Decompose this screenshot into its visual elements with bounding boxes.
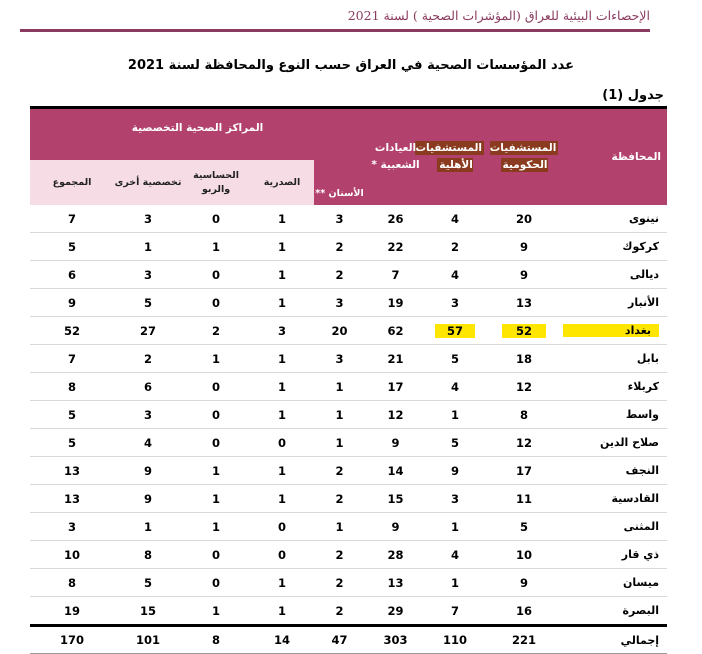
cell-chest: 1 [250, 597, 314, 626]
cell-dental: 2 [314, 569, 365, 597]
table-row [30, 289, 667, 317]
cell-dental: 2 [314, 541, 365, 569]
cell-province: ذي قار [564, 541, 667, 569]
cell-gov: 10 [484, 541, 564, 569]
cell-allergy: 0 [182, 261, 250, 289]
cell-total: 52 [30, 317, 114, 345]
cell-other: 1 [114, 233, 182, 261]
total-province: إجمالي [564, 626, 667, 654]
cell-allergy: 0 [182, 289, 250, 317]
highlighted-province: بغداد [563, 324, 659, 337]
total-allergy: 8 [182, 626, 250, 654]
cell-clinics: 17 [365, 373, 426, 401]
cell-gov: 12 [484, 429, 564, 457]
cell-other: 9 [114, 457, 182, 485]
highlighted-value: 57 [435, 324, 475, 338]
cell-province: النجف [564, 457, 667, 485]
header-public-clinics: العيادات الشعبية * [365, 108, 426, 206]
cell-allergy: 0 [182, 569, 250, 597]
cell-province: ديالى [564, 261, 667, 289]
cell-total: 3 [30, 513, 114, 541]
total-dental: 47 [314, 626, 365, 654]
table-row [30, 233, 667, 261]
cell-gov: 8 [484, 401, 564, 429]
cell-private: 2 [426, 233, 484, 261]
running-header: الإحصاءات البيئية للعراق (المؤشرات الصحية ) لسنة 2021 [347, 8, 650, 23]
cell-gov: 9 [484, 569, 564, 597]
cell-allergy: 0 [182, 373, 250, 401]
cell-clinics: 28 [365, 541, 426, 569]
cell-province: نينوى [564, 205, 667, 233]
cell-private: 4 [426, 205, 484, 233]
header-specialized-centers: المراكز الصحية التخصصية [30, 108, 365, 161]
table-row [30, 485, 667, 513]
cell-private: 4 [426, 541, 484, 569]
cell-other: 1 [114, 513, 182, 541]
cell-private: 4 [426, 261, 484, 289]
cell-private: 1 [426, 569, 484, 597]
cell-allergy: 2 [182, 317, 250, 345]
cell-allergy: 0 [182, 541, 250, 569]
cell-chest: 1 [250, 205, 314, 233]
table-row [30, 597, 667, 626]
cell-total: 5 [30, 401, 114, 429]
cell-clinics: 62 [365, 317, 426, 345]
cell-total: 5 [30, 429, 114, 457]
cell-total: 13 [30, 457, 114, 485]
cell-chest: 0 [250, 541, 314, 569]
cell-allergy: 1 [182, 345, 250, 373]
cell-chest: 1 [250, 345, 314, 373]
table-row [30, 205, 667, 233]
table-row [30, 317, 667, 345]
cell-clinics: 19 [365, 289, 426, 317]
cell-dental: 2 [314, 261, 365, 289]
highlighted-value: 52 [502, 324, 546, 338]
table-row [30, 401, 667, 429]
cell-clinics: 15 [365, 485, 426, 513]
cell-chest: 1 [250, 233, 314, 261]
total-other: 101 [114, 626, 182, 654]
cell-dental: 2 [314, 457, 365, 485]
cell-chest: 0 [250, 429, 314, 457]
cell-clinics: 14 [365, 457, 426, 485]
header-chest: الصدرية [250, 160, 314, 205]
cell-gov: 11 [484, 485, 564, 513]
cell-chest: 1 [250, 289, 314, 317]
header-total: المجموع [30, 160, 114, 205]
cell-dental: 1 [314, 401, 365, 429]
cell-private: 5 [426, 345, 484, 373]
cell-dental: 3 [314, 205, 365, 233]
cell-private: 7 [426, 597, 484, 626]
cell-dental: 3 [314, 289, 365, 317]
cell-private [426, 317, 484, 345]
header-private-hospitals: المستشفيات الأهلية [426, 108, 484, 206]
cell-other: 4 [114, 429, 182, 457]
total-gov: 221 [484, 626, 564, 654]
cell-province: المثنى [564, 513, 667, 541]
cell-province: القادسية [564, 485, 667, 513]
cell-other: 3 [114, 205, 182, 233]
cell-private: 9 [426, 457, 484, 485]
cell-allergy: 0 [182, 429, 250, 457]
cell-gov: 20 [484, 205, 564, 233]
cell-other: 15 [114, 597, 182, 626]
cell-total: 7 [30, 205, 114, 233]
cell-province [564, 317, 667, 345]
cell-total: 6 [30, 261, 114, 289]
cell-chest: 1 [250, 401, 314, 429]
cell-gov: 9 [484, 233, 564, 261]
cell-clinics: 22 [365, 233, 426, 261]
cell-province: الأنبار [564, 289, 667, 317]
cell-chest: 0 [250, 513, 314, 541]
cell-province: كركوك [564, 233, 667, 261]
cell-dental: 1 [314, 429, 365, 457]
page-title: عدد المؤسسات الصحية في العراق حسب النوع والمحافظة لسنة 2021 [127, 58, 575, 73]
cell-other: 27 [114, 317, 182, 345]
cell-chest: 3 [250, 317, 314, 345]
cell-total: 19 [30, 597, 114, 626]
cell-province: البصرة [564, 597, 667, 626]
cell-province: كربلاء [564, 373, 667, 401]
cell-other: 8 [114, 541, 182, 569]
cell-chest: 1 [250, 457, 314, 485]
cell-allergy: 1 [182, 597, 250, 626]
table-row [30, 345, 667, 373]
cell-private: 5 [426, 429, 484, 457]
cell-private: 1 [426, 513, 484, 541]
total-private: 110 [426, 626, 484, 654]
cell-other: 3 [114, 401, 182, 429]
health-institutions-table [30, 106, 667, 654]
cell-province: ميسان [564, 569, 667, 597]
cell-gov: 9 [484, 261, 564, 289]
cell-dental: 2 [314, 233, 365, 261]
table-row [30, 541, 667, 569]
cell-private: 4 [426, 373, 484, 401]
cell-clinics: 12 [365, 401, 426, 429]
table-row [30, 429, 667, 457]
cell-dental: 2 [314, 597, 365, 626]
cell-total: 5 [30, 233, 114, 261]
cell-clinics: 7 [365, 261, 426, 289]
cell-other: 9 [114, 485, 182, 513]
cell-gov: 12 [484, 373, 564, 401]
cell-allergy: 1 [182, 485, 250, 513]
cell-dental: 20 [314, 317, 365, 345]
table-row [30, 569, 667, 597]
cell-allergy: 0 [182, 205, 250, 233]
header-allergy: الحساسية والربو [182, 160, 250, 205]
cell-province: بابل [564, 345, 667, 373]
cell-clinics: 26 [365, 205, 426, 233]
cell-gov: 5 [484, 513, 564, 541]
cell-total: 7 [30, 345, 114, 373]
table-row [30, 457, 667, 485]
cell-other: 5 [114, 289, 182, 317]
cell-total: 8 [30, 569, 114, 597]
cell-dental: 3 [314, 345, 365, 373]
table-row [30, 513, 667, 541]
header-other-specialized: تخصصية أخرى [114, 160, 182, 205]
cell-allergy: 1 [182, 233, 250, 261]
cell-gov: 13 [484, 289, 564, 317]
cell-dental: 1 [314, 513, 365, 541]
cell-total: 9 [30, 289, 114, 317]
cell-allergy: 0 [182, 401, 250, 429]
cell-clinics: 13 [365, 569, 426, 597]
table-row [30, 373, 667, 401]
cell-other: 5 [114, 569, 182, 597]
header-rule [20, 29, 650, 32]
cell-province: واسط [564, 401, 667, 429]
cell-private: 1 [426, 401, 484, 429]
cell-chest: 1 [250, 569, 314, 597]
cell-chest: 1 [250, 261, 314, 289]
cell-clinics: 29 [365, 597, 426, 626]
cell-other: 2 [114, 345, 182, 373]
cell-total: 13 [30, 485, 114, 513]
cell-allergy: 1 [182, 513, 250, 541]
cell-chest: 1 [250, 373, 314, 401]
cell-allergy: 1 [182, 457, 250, 485]
cell-total: 10 [30, 541, 114, 569]
cell-other: 3 [114, 261, 182, 289]
header-dental: الأسنان ** [314, 160, 365, 205]
cell-private: 3 [426, 485, 484, 513]
cell-total: 8 [30, 373, 114, 401]
cell-other: 6 [114, 373, 182, 401]
cell-gov: 18 [484, 345, 564, 373]
cell-province: صلاح الدين [564, 429, 667, 457]
totals-row [30, 626, 667, 654]
cell-dental: 1 [314, 373, 365, 401]
cell-dental: 2 [314, 485, 365, 513]
cell-clinics: 9 [365, 513, 426, 541]
total-chest: 14 [250, 626, 314, 654]
cell-chest: 1 [250, 485, 314, 513]
header-province: المحافظة [564, 108, 667, 206]
total-clinics: 303 [365, 626, 426, 654]
header-gov-hospitals: المستشفيات الحكومية [484, 108, 564, 206]
table-row [30, 261, 667, 289]
cell-clinics: 21 [365, 345, 426, 373]
cell-private: 3 [426, 289, 484, 317]
table-label: جدول (1) [602, 88, 664, 103]
cell-gov [484, 317, 564, 345]
cell-gov: 17 [484, 457, 564, 485]
cell-gov: 16 [484, 597, 564, 626]
total-total: 170 [30, 626, 114, 654]
cell-clinics: 9 [365, 429, 426, 457]
